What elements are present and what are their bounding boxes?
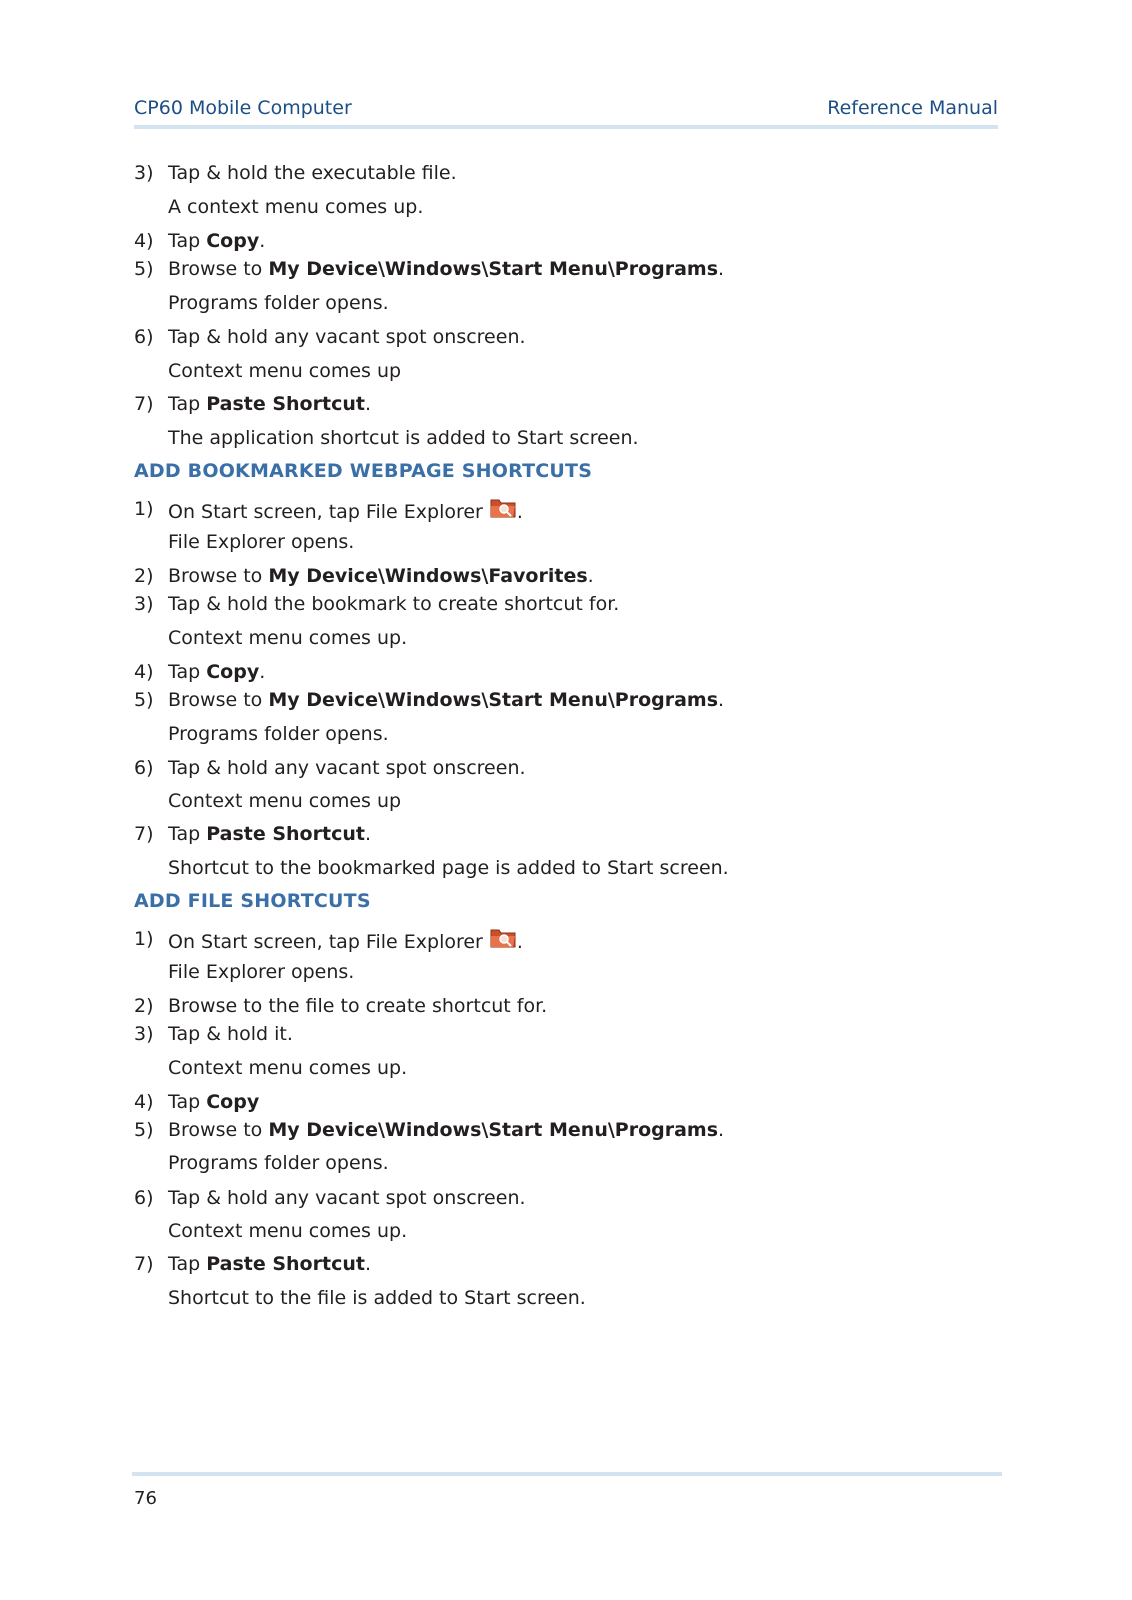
step-text-segment: Tap (168, 393, 207, 415)
step-bold-term: My Device\Windows\Start Menu\Programs (268, 1119, 719, 1141)
step-text-segment: . (516, 501, 523, 523)
step-number: 5) (134, 689, 154, 711)
step-number: 2) (134, 565, 154, 587)
step-number: 7) (134, 1253, 154, 1275)
step-number: 7) (134, 393, 154, 415)
step-bold-term: Copy (206, 1091, 260, 1113)
step-bold-term: Paste Shortcut (206, 1253, 365, 1275)
page-number: 76 (134, 1488, 157, 1509)
step-result-note: Context menu comes up. (168, 1057, 408, 1079)
step-text (168, 687, 724, 713)
step-result-note: Context menu comes up. (168, 627, 408, 649)
step-number: 6) (134, 1187, 154, 1209)
step-text-segment: Browse to (168, 1119, 269, 1141)
step-text (168, 256, 724, 282)
step-result-note: Context menu comes up. (168, 1220, 408, 1242)
step-text-segment: . (364, 1253, 371, 1275)
step-number: 6) (134, 757, 154, 779)
step-text-segment: Tap (168, 1253, 207, 1275)
step-text (168, 1021, 293, 1047)
step-text (168, 496, 523, 525)
step-text (168, 993, 547, 1019)
step-text (168, 1185, 526, 1211)
footer-rule (132, 1472, 1002, 1476)
step-result-note: Programs folder opens. (168, 723, 389, 745)
section-heading-file-shortcuts: ADD FILE SHORTCUTS (134, 890, 371, 912)
file-explorer-icon (489, 496, 517, 520)
step-text-segment: Browse to (168, 689, 269, 711)
step-text-segment: Tap (168, 1091, 207, 1113)
step-result-note: Context menu comes up (168, 790, 402, 812)
step-text-segment: Tap & hold the executable file. (168, 162, 457, 184)
step-text-segment: Tap & hold the bookmark to create shortcut for. (168, 593, 620, 615)
step-text-segment: . (718, 1119, 725, 1141)
step-text-segment: Browse to (168, 258, 269, 280)
step-text (168, 755, 526, 781)
step-number: 1) (134, 928, 154, 950)
step-text (168, 1117, 724, 1143)
step-text-segment: Tap (168, 823, 207, 845)
step-text-segment: . (587, 565, 594, 587)
step-text-segment: Browse to the file to create shortcut for. (168, 995, 548, 1017)
step-bold-term: My Device\Windows\Favorites (268, 565, 588, 587)
step-number: 4) (134, 661, 154, 683)
step-text-segment: On Start screen, tap File Explorer (168, 501, 483, 523)
step-text (168, 659, 265, 685)
step-number: 3) (134, 593, 154, 615)
step-result-note: File Explorer opens. (168, 531, 355, 553)
step-text-segment: Browse to (168, 565, 269, 587)
step-text (168, 324, 526, 350)
header-rule (134, 125, 998, 129)
step-text-segment: . (364, 823, 371, 845)
step-text-segment: Tap & hold it. (168, 1023, 293, 1045)
step-result-note: Shortcut to the bookmarked page is added to Start screen. (168, 857, 729, 879)
step-text-segment: . (516, 931, 523, 953)
step-bold-term: My Device\Windows\Start Menu\Programs (268, 689, 719, 711)
step-text-segment: Tap & hold any vacant spot onscreen. (168, 326, 526, 348)
step-result-note: File Explorer opens. (168, 961, 355, 983)
step-bold-term: Copy (206, 230, 260, 252)
step-number: 5) (134, 258, 154, 280)
step-number: 4) (134, 1091, 154, 1113)
step-text-segment: . (364, 393, 371, 415)
step-text-segment: Tap & hold any vacant spot onscreen. (168, 1187, 526, 1209)
step-text-segment: Tap (168, 661, 207, 683)
step-text-segment: On Start screen, tap File Explorer (168, 931, 483, 953)
step-result-note: Context menu comes up (168, 360, 402, 382)
step-text (168, 563, 594, 589)
step-text (168, 160, 457, 186)
file-explorer-icon (489, 926, 517, 950)
step-number: 6) (134, 326, 154, 348)
step-number: 2) (134, 995, 154, 1017)
step-text-segment: Tap (168, 230, 207, 252)
step-text-segment: . (259, 661, 266, 683)
step-result-note: The application shortcut is added to Start screen. (168, 427, 639, 449)
step-bold-term: Paste Shortcut (206, 823, 365, 845)
header-manual-title: Reference Manual (827, 97, 998, 119)
step-text-segment: . (259, 230, 266, 252)
step-result-note: Programs folder opens. (168, 292, 389, 314)
step-result-note: Shortcut to the file is added to Start screen. (168, 1287, 586, 1309)
step-text (168, 1251, 371, 1277)
step-text (168, 821, 371, 847)
step-bold-term: My Device\Windows\Start Menu\Programs (268, 258, 719, 280)
step-text-segment: . (718, 258, 725, 280)
step-bold-term: Copy (206, 661, 260, 683)
step-text-segment: . (718, 689, 725, 711)
step-number: 3) (134, 1023, 154, 1045)
step-result-note: A context menu comes up. (168, 196, 424, 218)
step-number: 5) (134, 1119, 154, 1141)
step-number: 3) (134, 162, 154, 184)
step-text (168, 228, 265, 254)
step-text (168, 591, 619, 617)
step-text-segment: Tap & hold any vacant spot onscreen. (168, 757, 526, 779)
step-text (168, 391, 371, 417)
step-text (168, 1089, 259, 1115)
step-bold-term: Paste Shortcut (206, 393, 365, 415)
step-number: 7) (134, 823, 154, 845)
step-text (168, 926, 523, 955)
header-product-title: CP60 Mobile Computer (134, 97, 352, 119)
section-heading-bookmark-shortcuts: ADD BOOKMARKED WEBPAGE SHORTCUTS (134, 460, 593, 482)
step-number: 4) (134, 230, 154, 252)
step-number: 1) (134, 498, 154, 520)
step-result-note: Programs folder opens. (168, 1152, 389, 1174)
